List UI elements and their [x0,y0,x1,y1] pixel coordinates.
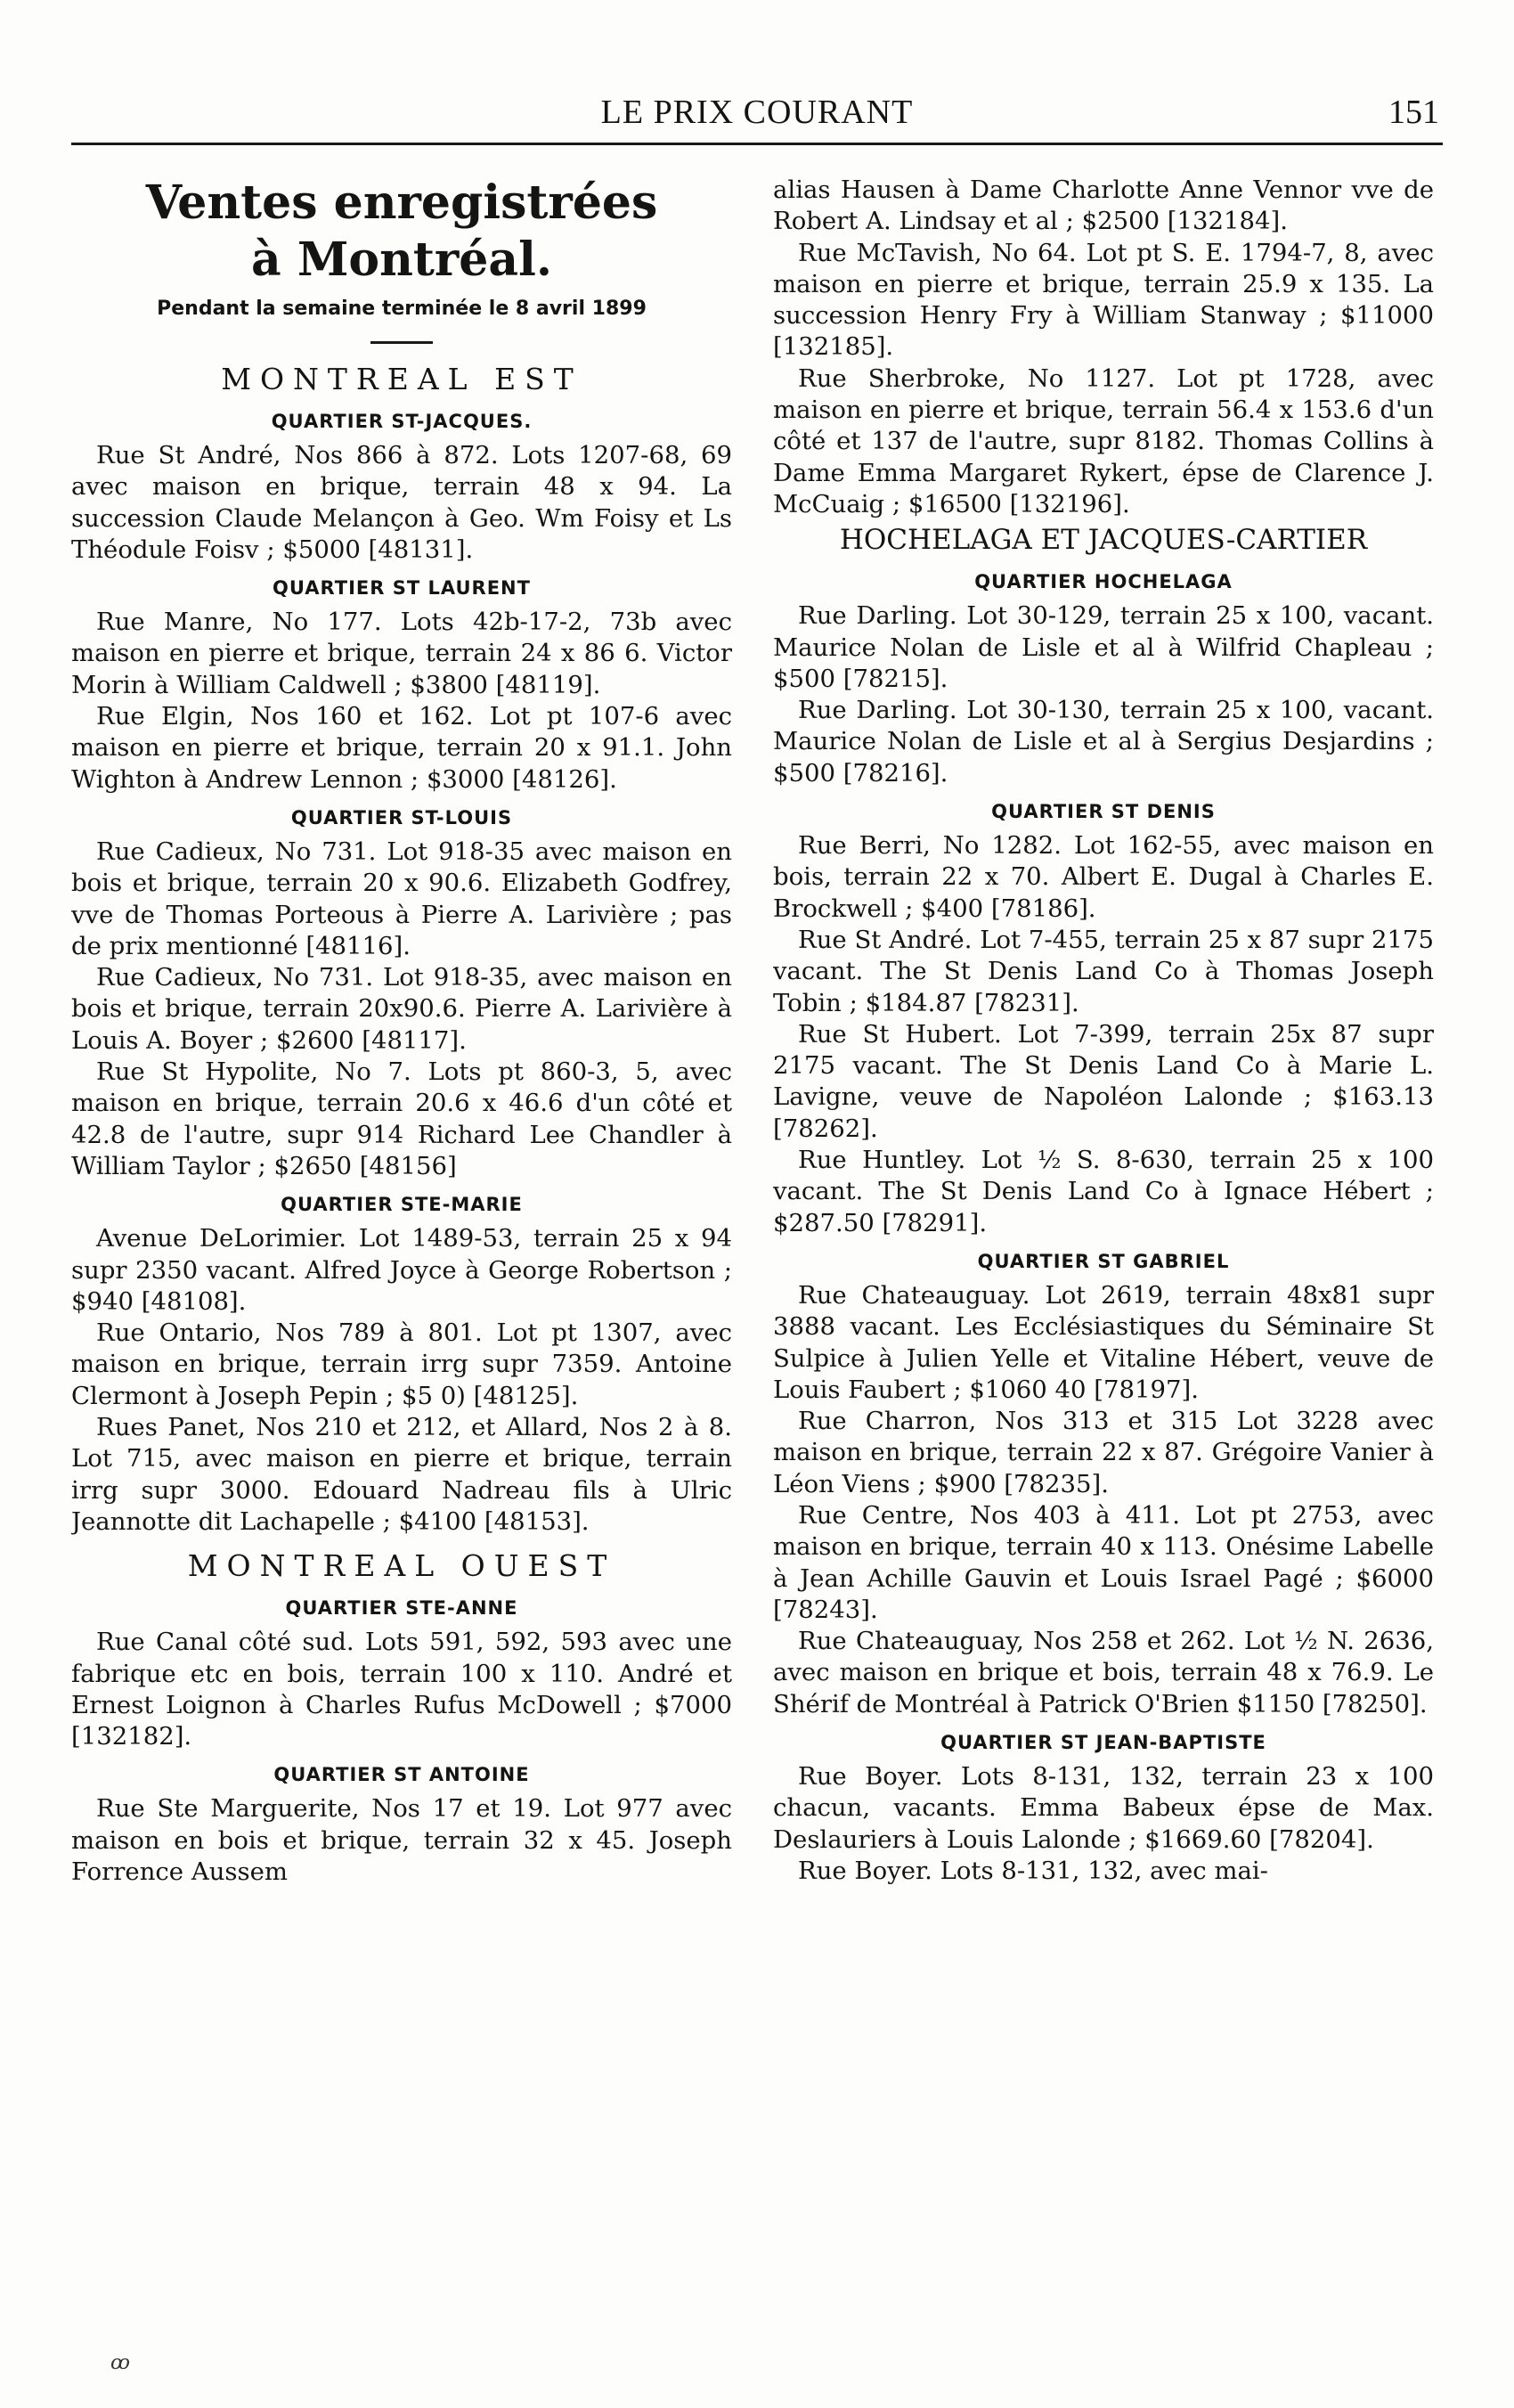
sale-entry: Rues Panet, Nos 210 et 212, et Allard, Nos 2 à 8. Lot 715, avec maison en pierre et brique, terrain irrg supr 3000. Edouard Nadreau fils à Ulric Jeannotte dit Lachapelle ; $4100 [48153]. [71,1413,732,1536]
sale-entry: Rue Ontario, Nos 789 à 801. Lot pt 1307, avec maison en brique, terrain irrg supr 7359. Antoine Clermont à Joseph Pepin ; $5 0) [48125]. [71,1318,732,1410]
sale-entry: Rue St Hubert. Lot 7-399, terrain 25x 87 supr 2175 vacant. The St Denis Land Co à Marie L. Lavigne, veuve de Napoléon Lalonde ; $163.13 [78262]. [773,1019,1434,1143]
section-heading-montreal-ouest: MONTREAL OUEST [187,1548,616,1584]
sale-entry: Rue Cadieux, No 731. Lot 918-35 avec maison en bois et brique, terrain 20 x 90.6. Elizabeth Godfrey, vve de Thomas Porteous à Pierre A. Larivière ; pas de prix mentionné [48116]. [71,837,732,960]
sale-entry: Rue Huntley. Lot ½ S. 8-630, terrain 25 x 100 vacant. The St Denis Land Co à Ignace Hébert ; $287.50 [78291]. [773,1146,1434,1237]
sale-entry: Rue Boyer. Lots 8-131, 132, terrain 23 x 100 chacun, vacants. Emma Babeux épse de Max. Deslauriers à Louis Lalonde ; $1669.60 [78204]. [773,1762,1434,1854]
sale-entry: Rue St André, Nos 866 à 872. Lots 1207-68, 69 avec maison en brique, terrain 48 x 94. La succession Claude Melançon à Geo. Wm Foisy et Ls Théodule Foisv ; $5000 [48131]. [71,441,732,564]
quarter-heading-hochelaga: QUARTIER HOCHELAGA [974,571,1233,593]
sale-entry: Rue Darling. Lot 30-129, terrain 25 x 100, vacant. Maurice Nolan de Lisle et al à Wilfrid Chapleau ; $500 [78215]. [773,601,1434,693]
title-rule [370,341,433,344]
quarter-heading-st-laurent: QUARTIER ST LAURENT [273,577,531,600]
sale-entry: Rue Chateauguay. Lot 2619, terrain 48x81 supr 3888 vacant. Les Ecclésiastiques du Séminaire St Sulpice à Julien Yelle et Vitaline Hébert, veuve de Louis Faubert ; $1060 40 [78197]. [773,1280,1434,1404]
page-number: 151 [1388,94,1439,131]
sale-entry: Rue St Hypolite, No 7. Lots pt 860-3, 5, avec maison en brique, terrain 20.6 x 46.6 d'un côté et 42.8 de l'autre, supr 914 Richard Lee Chandler à William Taylor ; $2650 [48156] [71,1057,732,1180]
article-title [71,175,732,289]
sale-entry: Rue Chateauguay, Nos 258 et 262. Lot ½ N. 2636, avec maison en brique et bois, terrain 48 x 76.9. Le Shérif de Montréal à Patrick O'Brien $1150 [78250]. [773,1627,1434,1718]
quarter-heading-ste-marie: QUARTIER STE-MARIE [281,1194,523,1216]
title-line-1: Ventes enregistrées [145,175,658,230]
sale-entry: Avenue DeLorimier. Lot 1489-53, terrain 25 x 94 supr 2350 vacant. Alfred Joyce à George Robertson ; $940 [48108]. [71,1224,732,1316]
sale-entry: Rue St André. Lot 7-455, terrain 25 x 87 supr 2175 vacant. The St Denis Land Co à Thomas Joseph Tobin ; $184.87 [78231]. [773,925,1434,1017]
sale-entry: Rue Manre, No 177. Lots 42b-17-2, 73b avec maison en pierre et brique, terrain 24 x 86 6. Victor Morin à William Caldwell ; $3800 [48119]. [71,608,732,699]
section-heading-hochelaga: HOCHELAGA ET JACQUES-CARTIER [839,524,1368,557]
section-heading-montreal-est: MONTREAL EST [221,362,582,396]
left-column [71,175,732,2366]
sale-entry: Rue Boyer. Lots 8-131, 132, avec mai- [798,1856,1268,1885]
sale-entry: Rue Darling. Lot 30-130, terrain 25 x 100, vacant. Maurice Nolan de Lisle et al à Sergius Desjardins ; $500 [78216]. [773,696,1434,788]
printer-mark: ꝏ [110,2352,130,2374]
sale-entry: Rue Elgin, Nos 160 et 162. Lot pt 107-6 avec maison en pierre et brique, terrain 20 x 91.1. John Wighton à Andrew Lennon ; $3000 [48126]. [71,702,732,794]
sale-entry: Rue Canal côté sud. Lots 591, 592, 593 avec une fabrique etc en bois, terrain 100 x 110. André et Ernest Loignon à Charles Rufus McDowell ; $7000 [132182]. [71,1628,732,1751]
quarter-heading-st-louis: QUARTIER ST-LOUIS [290,806,513,829]
article-subtitle: Pendant la semaine terminée le 8 avril 1899 [157,298,647,320]
running-title: LE PRIX COURANT [600,94,914,131]
sale-entry: Rue McTavish, No 64. Lot pt S. E. 1794-7, 8, avec maison en pierre et brique, terrain 25.9 x 135. La succession Henry Fry à William Stanway ; $11000 [132185]. [773,238,1434,362]
quarter-heading-st-denis: QUARTIER ST DENIS [991,801,1216,823]
sale-entry-continued: alias Hausen à Dame Charlotte Anne Vennor vve de Robert A. Lindsay et al ; $2500 [132184]. [773,175,1434,236]
sale-entry: Rue Sherbroke, No 1127. Lot pt 1728, avec maison en pierre et brique, terrain 56.4 x 153.6 d'un côté et 137 de l'autre, supr 8182. Thomas Collins à Dame Emma Margaret Rykert, épse de Clarence J. McCuaig ; $16500 [132196]. [773,363,1434,518]
quarter-heading-ste-anne: QUARTIER STE-ANNE [285,1597,518,1620]
sale-entry: Rue Berri, No 1282. Lot 162-55, avec maison en bois, terrain 22 x 70. Albert E. Dugal à Charles E. Brockwell ; $400 [78186]. [773,831,1434,923]
quarter-heading-st-antoine: QUARTIER ST ANTOINE [273,1764,530,1786]
sale-entry: Rue Charron, Nos 313 et 315 Lot 3228 avec maison en brique, terrain 22 x 87. Grégoire Vanier à Léon Viens ; $900 [78235]. [773,1407,1434,1498]
sale-entry: Rue Cadieux, No 731. Lot 918-35, avec maison en bois et brique, terrain 20x90.6. Pierre A. Larivière à Louis A. Boyer ; $2600 [48117]. [71,963,732,1055]
page-header [71,89,1443,145]
title-line-2: à Montréal. [251,233,552,287]
quarter-heading-st-jean-baptiste: QUARTIER ST JEAN-BAPTISTE [940,1732,1266,1754]
right-column [773,175,1434,2366]
quarter-heading-st-gabriel: QUARTIER ST GABRIEL [977,1250,1230,1272]
quarter-heading-st-jacques: QUARTIER ST-JACQUES. [271,411,533,432]
sale-entry: Rue Ste Marguerite, Nos 17 et 19. Lot 977 avec maison en bois et brique, terrain 32 x 45. Joseph Forrence Aussem [71,1794,732,1886]
sale-entry: Rue Centre, Nos 403 à 411. Lot pt 2753, avec maison en brique, terrain 40 x 113. Onésime Labelle à Jean Achille Gauvin et Louis Israel Pagé ; $6000 [78243]. [773,1500,1434,1624]
